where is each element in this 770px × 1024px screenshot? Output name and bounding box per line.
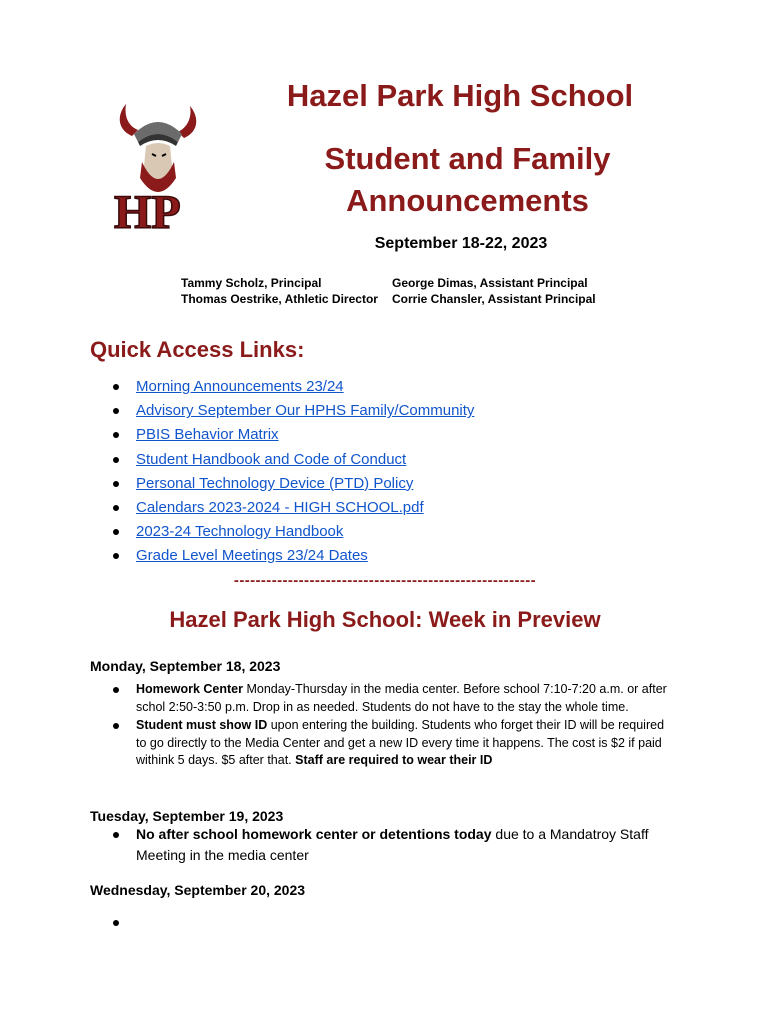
link-calendars[interactable]: Calendars 2023-2024 - HIGH SCHOOL.pdf — [136, 498, 424, 516]
student-id-label: Student must show ID — [136, 718, 268, 732]
list-item — [110, 717, 670, 770]
link-morning-announcements[interactable]: Morning Announcements 23/24 — [136, 378, 344, 395]
list-item — [110, 521, 474, 545]
staff-principal: Tammy Scholz, Principal — [181, 276, 322, 290]
page-title-line2: Announcements — [346, 183, 589, 218]
quick-links-list — [110, 376, 474, 570]
list-item — [110, 449, 474, 473]
wednesday-list — [110, 914, 650, 933]
tuesday-heading: Tuesday, September 19, 2023 — [90, 808, 284, 824]
link-advisory[interactable]: Advisory September Our HPHS Family/Community — [136, 402, 475, 420]
staff-assistant-principal-2: Corrie Chansler, Assistant Principal — [392, 291, 596, 306]
week-preview-heading: Hazel Park High School: Week in Preview — [169, 607, 601, 632]
list-item — [110, 914, 650, 932]
tuesday-list — [110, 824, 650, 867]
list-item — [110, 400, 474, 424]
list-item — [110, 376, 474, 400]
monday-list — [110, 681, 670, 771]
list-item — [110, 681, 670, 716]
date-range: September 18-22, 2023 — [374, 235, 548, 252]
no-homework-center-label: No after school homework center or detentions today — [136, 826, 492, 842]
link-pbis-matrix[interactable]: PBIS Behavior Matrix — [136, 426, 279, 444]
staff-right — [392, 276, 596, 307]
homework-center-text: Monday-Thursday in the media center. Before school 7:10-7:20 a.m. or after schol 2:50-3:50 p.m. Drop in as needed. Students do not have to the stay the whole time. — [136, 682, 667, 714]
homework-center-label: Homework Center — [136, 682, 243, 696]
list-item — [110, 824, 650, 866]
wednesday-heading: Wednesday, September 20, 2023 — [90, 882, 306, 898]
monday-heading: Monday, September 18, 2023 — [90, 658, 281, 674]
divider: -------------------------------------------------------- — [233, 572, 537, 589]
student-id-text: upon entering the building. Students who forget their ID will be required to go directly to the Media Center and get a new ID every time it happens. The cost is $2 if paid withink 5 days. $5 after that. — [136, 718, 665, 767]
staff-assistant-principal-1: George Dimas, Assistant Principal — [392, 276, 588, 290]
staff-id-note: Staff are required to wear their ID — [295, 753, 493, 767]
list-item — [110, 424, 474, 448]
page-title-line1: Student and Family — [324, 141, 611, 176]
list-item — [110, 545, 474, 569]
link-student-handbook[interactable]: Student Handbook and Code of Conduct — [136, 450, 407, 468]
link-technology-handbook[interactable]: 2023-24 Technology Handbook — [136, 523, 344, 541]
no-homework-center-text: due to a Mandatroy Staff Meeting in the media center — [136, 826, 649, 863]
list-item — [110, 473, 474, 497]
link-ptd-policy[interactable]: Personal Technology Device (PTD) Policy — [136, 474, 414, 492]
staff-left — [181, 276, 378, 307]
list-item — [110, 497, 474, 521]
link-grade-level-meetings[interactable]: Grade Level Meetings 23/24 Dates — [136, 547, 368, 565]
quick-links-heading: Quick Access Links: — [90, 337, 305, 362]
school-title: Hazel Park High School — [286, 78, 634, 113]
logo-letters: HP — [114, 186, 181, 236]
staff-athletic-director: Thomas Oestrike, Athletic Director — [181, 291, 378, 306]
page-title — [0, 138, 770, 222]
